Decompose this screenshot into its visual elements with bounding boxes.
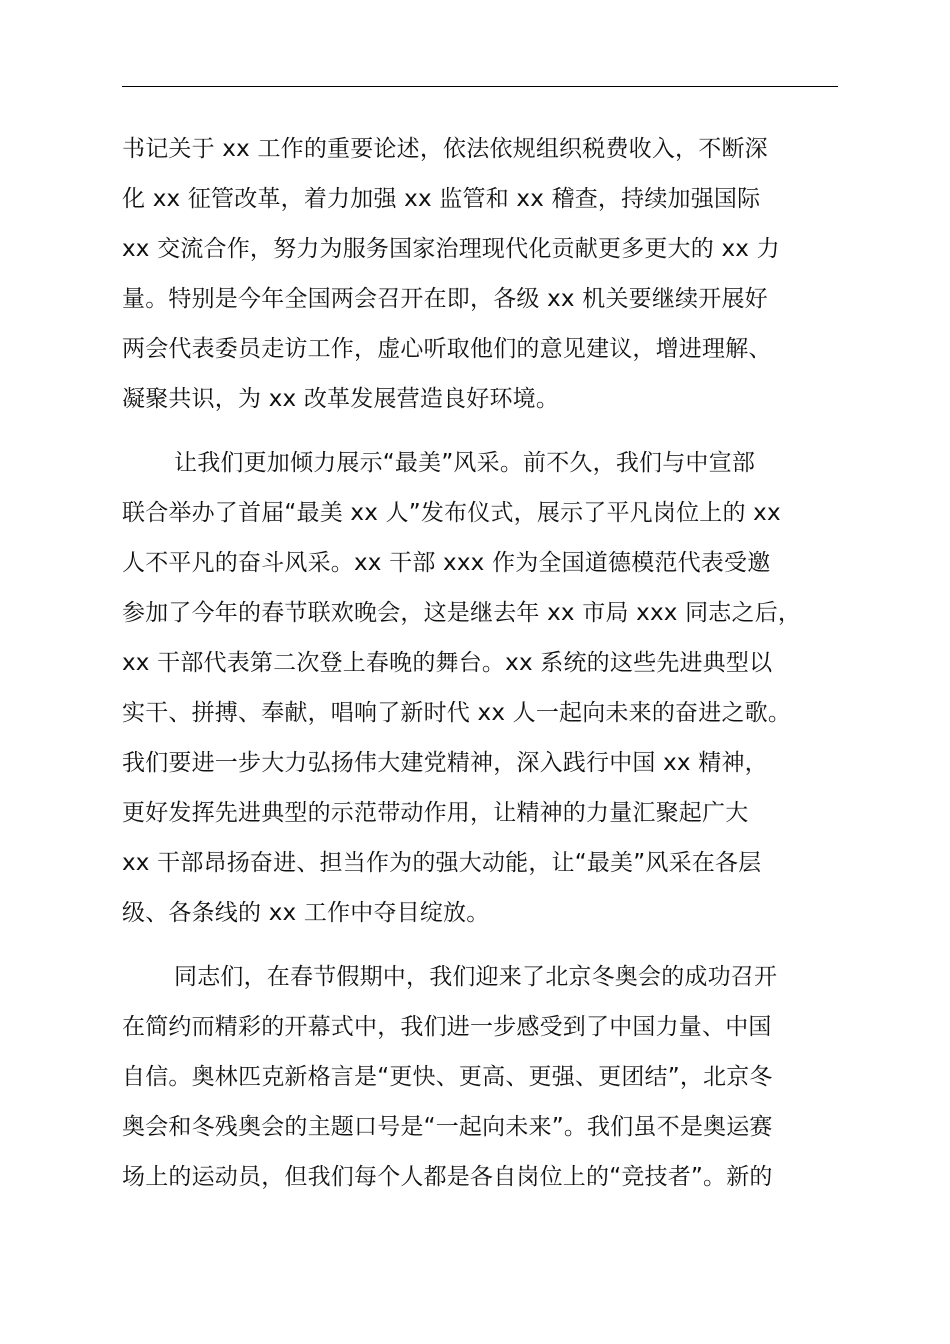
text-line: 两会代表委员走访工作，虚心听取他们的意见建议，增进理解、 [122, 336, 772, 362]
text-line: 化 xx 征管改革，着力加强 xx 监管和 xx 稽查，持续加强国际 [122, 186, 761, 212]
text-line: 场上的运动员，但我们每个人都是各自岗位上的“竞技者”。新的 [122, 1164, 773, 1190]
paragraph-2 [122, 438, 838, 938]
paragraph-1 [122, 124, 838, 424]
text-line: xx 干部昂扬奋进、担当作为的强大动能，让“最美”风采在各层 [122, 850, 762, 876]
text-line: 联合举办了首届“最美 xx 人”发布仪式，展示了平凡岗位上的 xx [122, 500, 781, 526]
text-line: 在简约而精彩的开幕式中，我们进一步感受到了中国力量、中国 [122, 1014, 772, 1040]
body-text [122, 124, 838, 1202]
text-line: 人不平凡的奋斗风采。xx 干部 xxx 作为全国道德模范代表受邀 [122, 550, 771, 576]
text-line: 同志们，在春节假期中，我们迎来了北京冬奥会的成功召开 [174, 964, 778, 990]
text-line: 我们要进一步大力弘扬伟大建党精神，深入践行中国 xx 精神， [122, 750, 768, 776]
text-line: xx 交流合作，努力为服务国家治理现代化贡献更多更大的 xx 力 [122, 236, 780, 262]
text-line: 凝聚共识，为 xx 改革发展营造良好环境。 [122, 386, 560, 412]
text-line: xx 干部代表第二次登上春晚的舞台。xx 系统的这些先进典型以 [122, 650, 773, 676]
text-line: 级、各条线的 xx 工作中夺目绽放。 [122, 900, 490, 926]
text-line: 更好发挥先进典型的示范带动作用，让精神的力量汇聚起广大 [122, 800, 749, 826]
paragraph-spacer [122, 424, 838, 438]
text-line: 自信。奥林匹克新格言是“更快、更高、更强、更团结”，北京冬 [122, 1064, 773, 1090]
text-line: 书记关于 xx 工作的重要论述，依法依规组织税费收入，不断深 [122, 136, 768, 162]
text-line: 参加了今年的春节联欢晚会，这是继去年 xx 市局 xxx 同志之后， [122, 600, 802, 626]
text-line: 实干、拼搏、奉献，唱响了新时代 xx 人一起向未来的奋进之歌。 [122, 700, 792, 726]
header-rule [122, 86, 838, 87]
paragraph-3 [122, 952, 838, 1202]
text-line: 量。特别是今年全国两会召开在即，各级 xx 机关要继续开展好 [122, 286, 768, 312]
text-line: 让我们更加倾力展示“最美”风采。前不久，我们与中宣部 [174, 450, 756, 476]
paragraph-spacer [122, 938, 838, 952]
text-line: 奥会和冬残奥会的主题口号是“一起向未来”。我们虽不是奥运赛 [122, 1114, 773, 1140]
